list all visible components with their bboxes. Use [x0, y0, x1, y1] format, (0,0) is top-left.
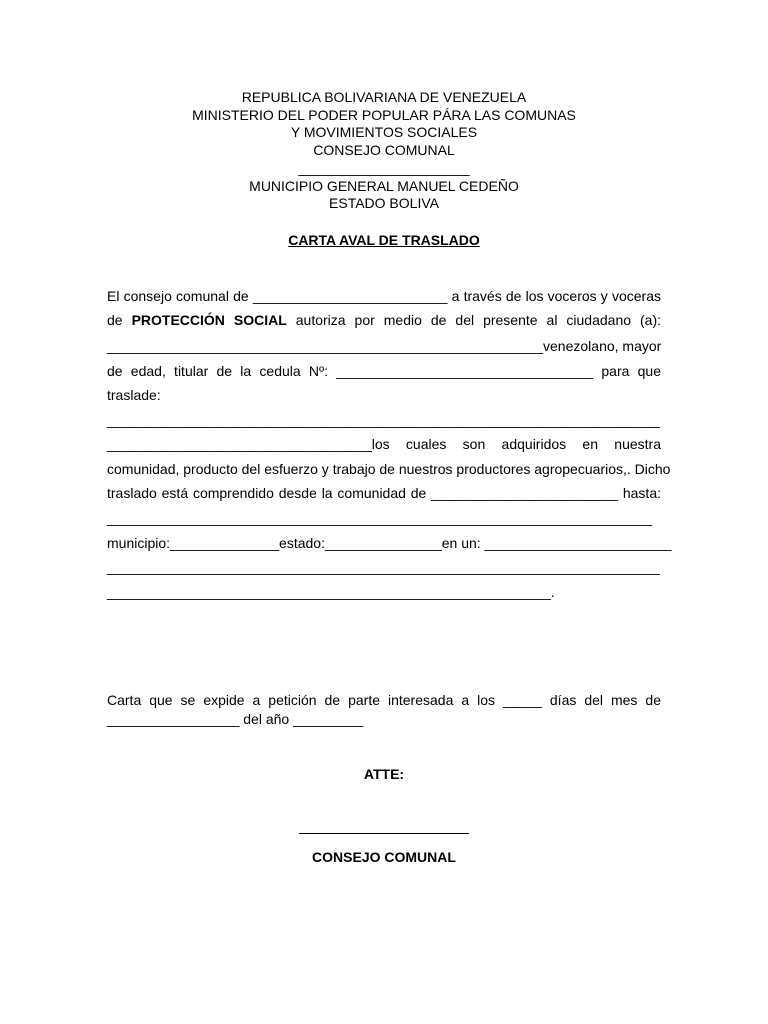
signature-line [299, 833, 469, 834]
body-line-9: traslado está comprendido desde la comunidad de ________________________ hasta: [107, 485, 661, 501]
document-title: CARTA AVAL DE TRASLADO [288, 232, 480, 248]
header-municipality: MUNICIPIO GENERAL MANUEL CEDEÑO [249, 177, 519, 194]
body-line-12: _______________________________________________________________________ [107, 559, 660, 575]
atte-label: ATTE: [363, 766, 405, 782]
body-line-8: comunidad, producto del esfuerzo y trabajo de nuestros productores agropecuarios,. Dicho [107, 461, 671, 477]
body-line-10: ______________________________________________________________________ [107, 510, 653, 526]
body-line-2-pre: de [107, 312, 132, 328]
header-council: CONSEJO COMUNAL [313, 142, 455, 159]
body-line-5: traslade: [107, 387, 161, 403]
closing-line-2: _________________ del año _________ [107, 711, 364, 727]
header-council-blank: ______________________ [298, 159, 470, 176]
body-line-11: municipio:______________estado:_______________en un: ________________________ [107, 535, 672, 551]
letterhead [0, 89, 768, 213]
body-line-6: _______________________________________________________________________ [107, 412, 660, 428]
body-line-2-post: autoriza por medio de del presente al ciudadano (a): [286, 312, 661, 328]
header-state: ESTADO BOLIVA [329, 195, 439, 212]
header-ministry: MINISTERIO DEL PODER POPULAR PÁRA LAS COMUNAS [192, 106, 576, 123]
body-line-13: _________________________________________________________. [107, 584, 555, 600]
body-line-1: El consejo comunal de _________________________ a través de los voceros y voceras [107, 288, 661, 304]
body-line-3: ________________________________________________________venezolano, mayor [107, 338, 662, 354]
body-line-7: __________________________________los cuales son adquiridos en nuestra [107, 436, 661, 452]
body-line-2 [107, 312, 661, 329]
header-republic: REPUBLICA BOLIVARIANA DE VENEZUELA [241, 89, 527, 105]
header-ministry-cont: Y MOVIMIENTOS SOCIALES [290, 124, 478, 141]
closing-line-1: Carta que se expide a petición de parte interesada a los _____ días del mes de [107, 692, 661, 708]
signature-label: CONSEJO COMUNAL [312, 849, 456, 865]
social-protection-label: PROTECCIÓN SOCIAL [131, 312, 287, 328]
body-line-4: de edad, titular de la cedula Nº: _________________________________ para que [107, 363, 661, 379]
